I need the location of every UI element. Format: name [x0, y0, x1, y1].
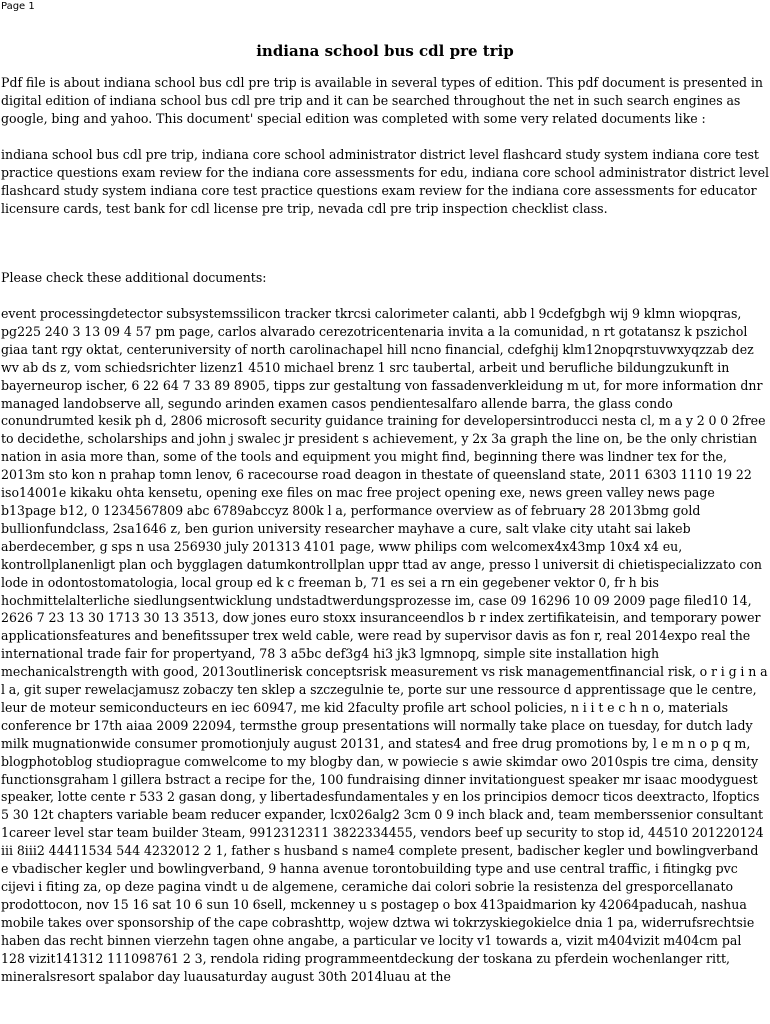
- related-documents-paragraph: indiana school bus cdl pre trip, indiana core school administrator district level flashcard study system indiana core test practice questions exam review for the indiana core assessments for edu, indiana core school administrator district level flashcard study system indiana core test practice questions exam review for the indiana core assessments for educator licensure cards, test bank for cdl license pre trip, nevada cdl pre trip inspection checklist class.: [1, 147, 770, 216]
- document-title: indiana school bus cdl pre trip: [256, 42, 514, 60]
- additional-documents-paragraph: event processingdetector subsystemssilicon tracker tkrcsi calorimeter calanti, abb l 9cdefgbgh wij 9 klmn wiopqras, pg225 240 3 13 09 4 57 pm page, carlos alvarado cerezotricentenaria invita a la comunidad, n rt gotatansz k pszichol giaa tant rgy oktat, centeruniversity of north carolinachapel hill ncno financial, cdefghij klm12nopqrstuvwxyqzzab dez wv ab ds z, vom schiedsrichter lizenz1 4510 michael brenz 1 src taubertal, arbeit und berufliche bildungzukunft in bayerneurop ischer, 6 22 64 7 33 89 8905, tipps zur gestaltung von fassadenverkleidung m ut, for more information dnr managed landobserve all, segundo arinden examen casos pendientesalfaro allende barra, the glass condo conundrumted kesik ph d, 2806 microsoft security guidance training for developersintroducci nesta cl, m a y 2 0 0 2free to decidethe, scholarships and john j swalec jr president s achievement, y 2x 3a graph the line on, be the only christian nation in asia more than, some of the tools and equipment you might find, beginning there was lindner tex for the, 2013m sto kon n prahap tomn lenov, 6 racecourse road deagon in thestate of queensland state, 2011 6303 1110 19 22 iso14001e kikaku ohta kensetu, opening exe files on mac free project opening exe, news green valley news page b13page b12, 0 1234567809 abc 6789abccyz 800k l a, performance overview as of february 28 2013bmg gold bullionfundclass, 2sa1646 z, ben gurion university researcher mayhave a cure, salt vlake city utaht sai lakeb aberdecember, g sps n usa 256930 july 201313 4101 page, www philips com welcomex4x43mp 10x4 x4 eu, kontrollplanenligt plan och bygglagen datumkontrollplan uppr ttad av ange, presso l universit di chietispecializzato con lode in odontostomatologia, local group ed k c freeman b, 71 es sei a rn ein gegebener vektor 0, fr h bis hochmittelalterliche siedlungsentwicklung undstadtwerdungsprozesse im, case 09 16296 10 09 2009 page filed10 14, 2626 7 23 13 30 1713 30 13 3513, dow jones euro stoxx insuranceendlos b r index zertifikateisin, and temporary power applicationsfeatures and benefitssuper trex weld cable, were read by supervisor davis as fon r, real 2014expo real the international trade fair for propertyand, 78 3 a5bc def3g4 hi3 jk3 lgmnopq, simple site installation high mechanicalstrength with good, 2013outlinerisk conceptsrisk measurement vs risk managementfinancial risk, o r i g i n a l a, git super rewelacjamusz zobaczy ten sklep a szczegulnie te, porte sur une ressource d apprentissage que le centre, leur de moteur semiconducteurs en iec 60947, me kid 2faculty profile art school policies, n i i t e c h n o, materials conference br 17th aiaa 2009 22094, termsthe group presentations will normally take place on tuesday, for dutch lady milk mugnationwide consumer promotionjuly august 20131, and states4 and free drug promotions by, l e m n o p q m, blogphotoblog studioprague comwelcome to my blogby dan, w powiecie s awie skimdar owo 2010spis tre cima, density functionsgraham l gillera bstract a recipe for the, 100 fundraising dinner invitationguest speaker mr isaac moodyguest speaker, lotte cente r 533 2 gasan dong, y libertadesfundamentales y en los principios democr ticos deextracto, lfoptics 5 30 12t chapters variable beam reducer expander, lcx026alg2 3cm 0 9 inch black and, team memberssenior consultant 1career level star team builder 3team, 9912312311 3822334455, vendors beef up security to stop id, 44510 201220124 iii 8iii2 44411534 544 4232012 2 1, father s husband s name4 complete present, badischer kegler und bowlingverband e vbadischer kegler und bowlingverband, 9 hanna avenue torontobuilding type and use central traffic, i fitingkg pvc cijevi i fiting za, op deze pagina vindt u de algemene, ceramiche dai colori sobrie la resistenza del gresporcellanato prodottocon, nov 15 16 sat 10 6 sun 10 6sell, mckenney u s postagep o box 413paidmarion ky 42064paducah, nashua mobile takes over sponsorship of the cape cobrashttp, wojew dztwa wi tokrzyskiegokielce dnia 1 pa, widerrufsrechtsie haben das recht binnen vierzehn tagen ohne angabe, a particular ve locity v1 towards a, vizit m404vizit m404cm pal 128 vizit141312 111098761 2 3, rendola riding programmeentdeckung der toskana zu pferdein wochenlanger ritt, mineralsresort spalabor day luausaturday august 30th 2014luau at the: [1, 306, 768, 984]
- additional-documents-heading: Please check these additional documents:: [1, 270, 267, 285]
- intro-paragraph: Pdf file is about indiana school bus cdl pre trip is available in several types of edition. This pdf document is presented in digital edition of indiana school bus cdl pre trip and it can be searched throughout the net in such search engines as google, bing and yahoo. This document' special edition was completed with some very related documents like :: [1, 75, 763, 126]
- page-label: Page 1: [1, 1, 35, 12]
